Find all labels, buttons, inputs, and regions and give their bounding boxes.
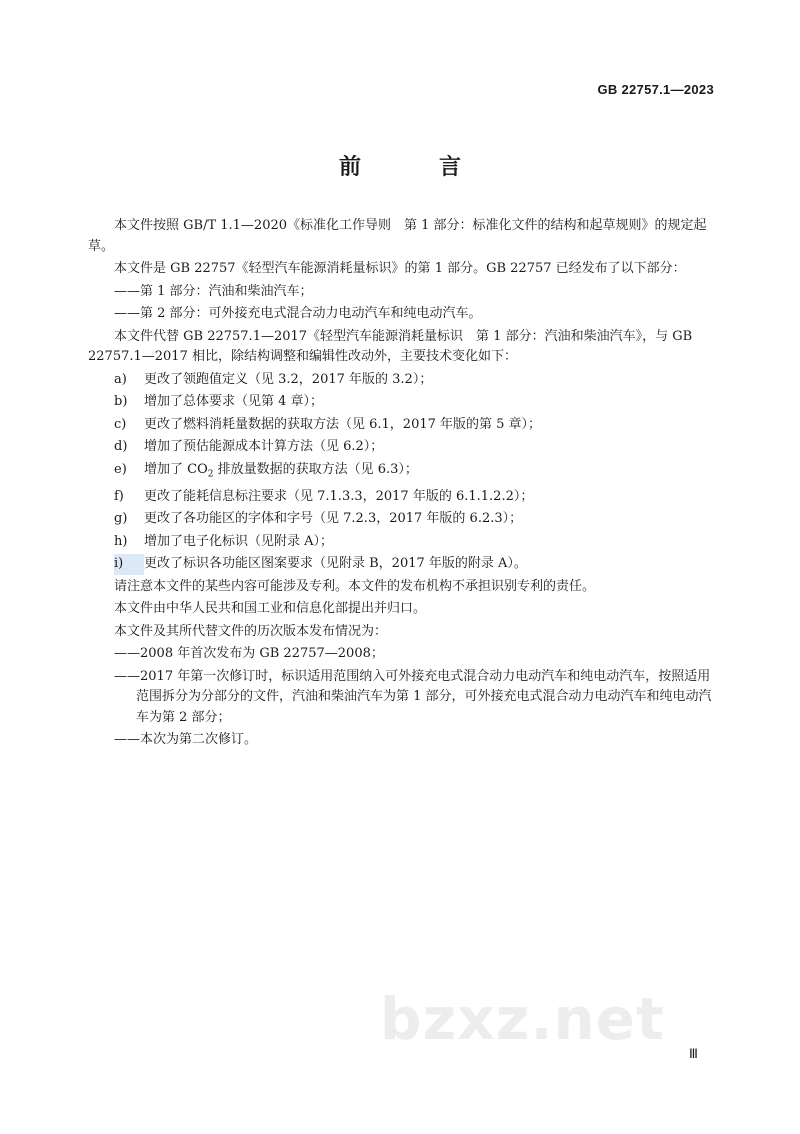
change-text-after: 排放量数据的获取方法（见 6.3）； — [213, 461, 418, 477]
change-text: 更改了燃料消耗量数据的获取方法（见 6.1，2017 年版的第 5 章）； — [144, 416, 542, 432]
change-text: 增加了电子化标识（见附录 A）； — [144, 533, 334, 549]
change-text: 更改了标识各功能区图案要求（见附录 B，2017 年版的附录 A）。 — [144, 556, 527, 572]
change-text: 增加了总体要求（见第 4 章）； — [144, 394, 324, 409]
change-label: a) — [114, 371, 127, 387]
paragraph-part-intro: 本文件是 GB 22757《轻型汽车能源消耗量标识》的第 1 部分。GB 22757 已经发布了以下部分： — [114, 261, 686, 276]
paragraph-patent-notice: 请注意本文件的某些内容可能涉及专利。本文件的发布机构不承担识别专利的责任。 — [114, 578, 596, 594]
part-list-item: ——第 1 部分：汽油和柴油汽车； — [114, 283, 313, 299]
change-item — [88, 415, 718, 436]
change-text: 更改了各功能区的字体和字号（见 7.2.3，2017 年版的 6.2.3）； — [144, 511, 523, 527]
page-number: Ⅲ — [689, 1046, 698, 1061]
change-item — [88, 554, 718, 575]
paragraph-replacement: 本文件代替 GB 22757.1—2017《轻型汽车能源消耗量标识 第 1 部分：汽油和柴油汽车》，与 GB 22757.1—2017 相比，除结构调整和编辑性改动外，主要技术变化如下： — [88, 328, 693, 364]
co2-subscript: 2 — [207, 469, 214, 480]
change-text: 更改了领跑值定义（见 3.2，2017 年版的 3.2）； — [144, 371, 433, 387]
change-text: 增加了预估能源成本计算方法（见 6.2）； — [144, 439, 384, 454]
change-text: 更改了能耗信息标注要求（见 7.1.3.3，2017 年版的 6.1.1.2.2）； — [144, 488, 534, 504]
change-item — [88, 392, 718, 413]
change-label: h) — [114, 533, 128, 549]
paragraph-drafting-rule: 本文件按照 GB/T 1.1—2020《标准化工作导则 第 1 部分：标准化文件的结构和起草规则》的规定起草。 — [88, 218, 707, 254]
change-label: d) — [114, 439, 128, 454]
change-label: f) — [114, 488, 124, 504]
change-label: b) — [114, 394, 128, 409]
watermark: bzxz.net — [380, 985, 665, 1053]
change-item — [88, 509, 718, 530]
history-item: ——2008 年首次发布为 GB 22757—2008； — [114, 646, 384, 662]
change-item — [88, 370, 718, 391]
paragraph-proposer: 本文件由中华人民共和国工业和信息化部提出并归口。 — [114, 601, 427, 617]
paragraph-history-intro: 本文件及其所代替文件的历次版本发布情况为： — [114, 623, 388, 639]
standard-number: GB 22757.1—2023 — [597, 82, 714, 97]
change-text-before: 增加了 CO — [144, 461, 208, 477]
change-item — [88, 460, 718, 485]
change-item — [88, 437, 718, 458]
change-text — [144, 460, 418, 485]
part-list-item: ——第 2 部分：可外接充电式混合动力电动汽车和纯电动汽车。 — [114, 306, 482, 321]
history-item: ——2017 年第一次修订时，标识适用范围纳入可外接充电式混合动力电动汽车和纯电动汽车，按照适用范围拆分为分部分的文件，汽油和柴油汽车为第 1 部分，可外接充电式混合动力电动汽车和纯电动汽车为第 2 部分； — [114, 668, 712, 725]
change-label: i) — [114, 554, 144, 575]
foreword-body — [88, 216, 718, 753]
change-item — [88, 532, 718, 553]
page-title: 前 言 — [338, 155, 489, 180]
change-item — [88, 487, 718, 508]
change-label: e) — [114, 461, 127, 477]
change-label: g) — [114, 511, 128, 527]
change-label: c) — [114, 416, 127, 432]
history-item: ——本次为第二次修订。 — [114, 732, 258, 748]
